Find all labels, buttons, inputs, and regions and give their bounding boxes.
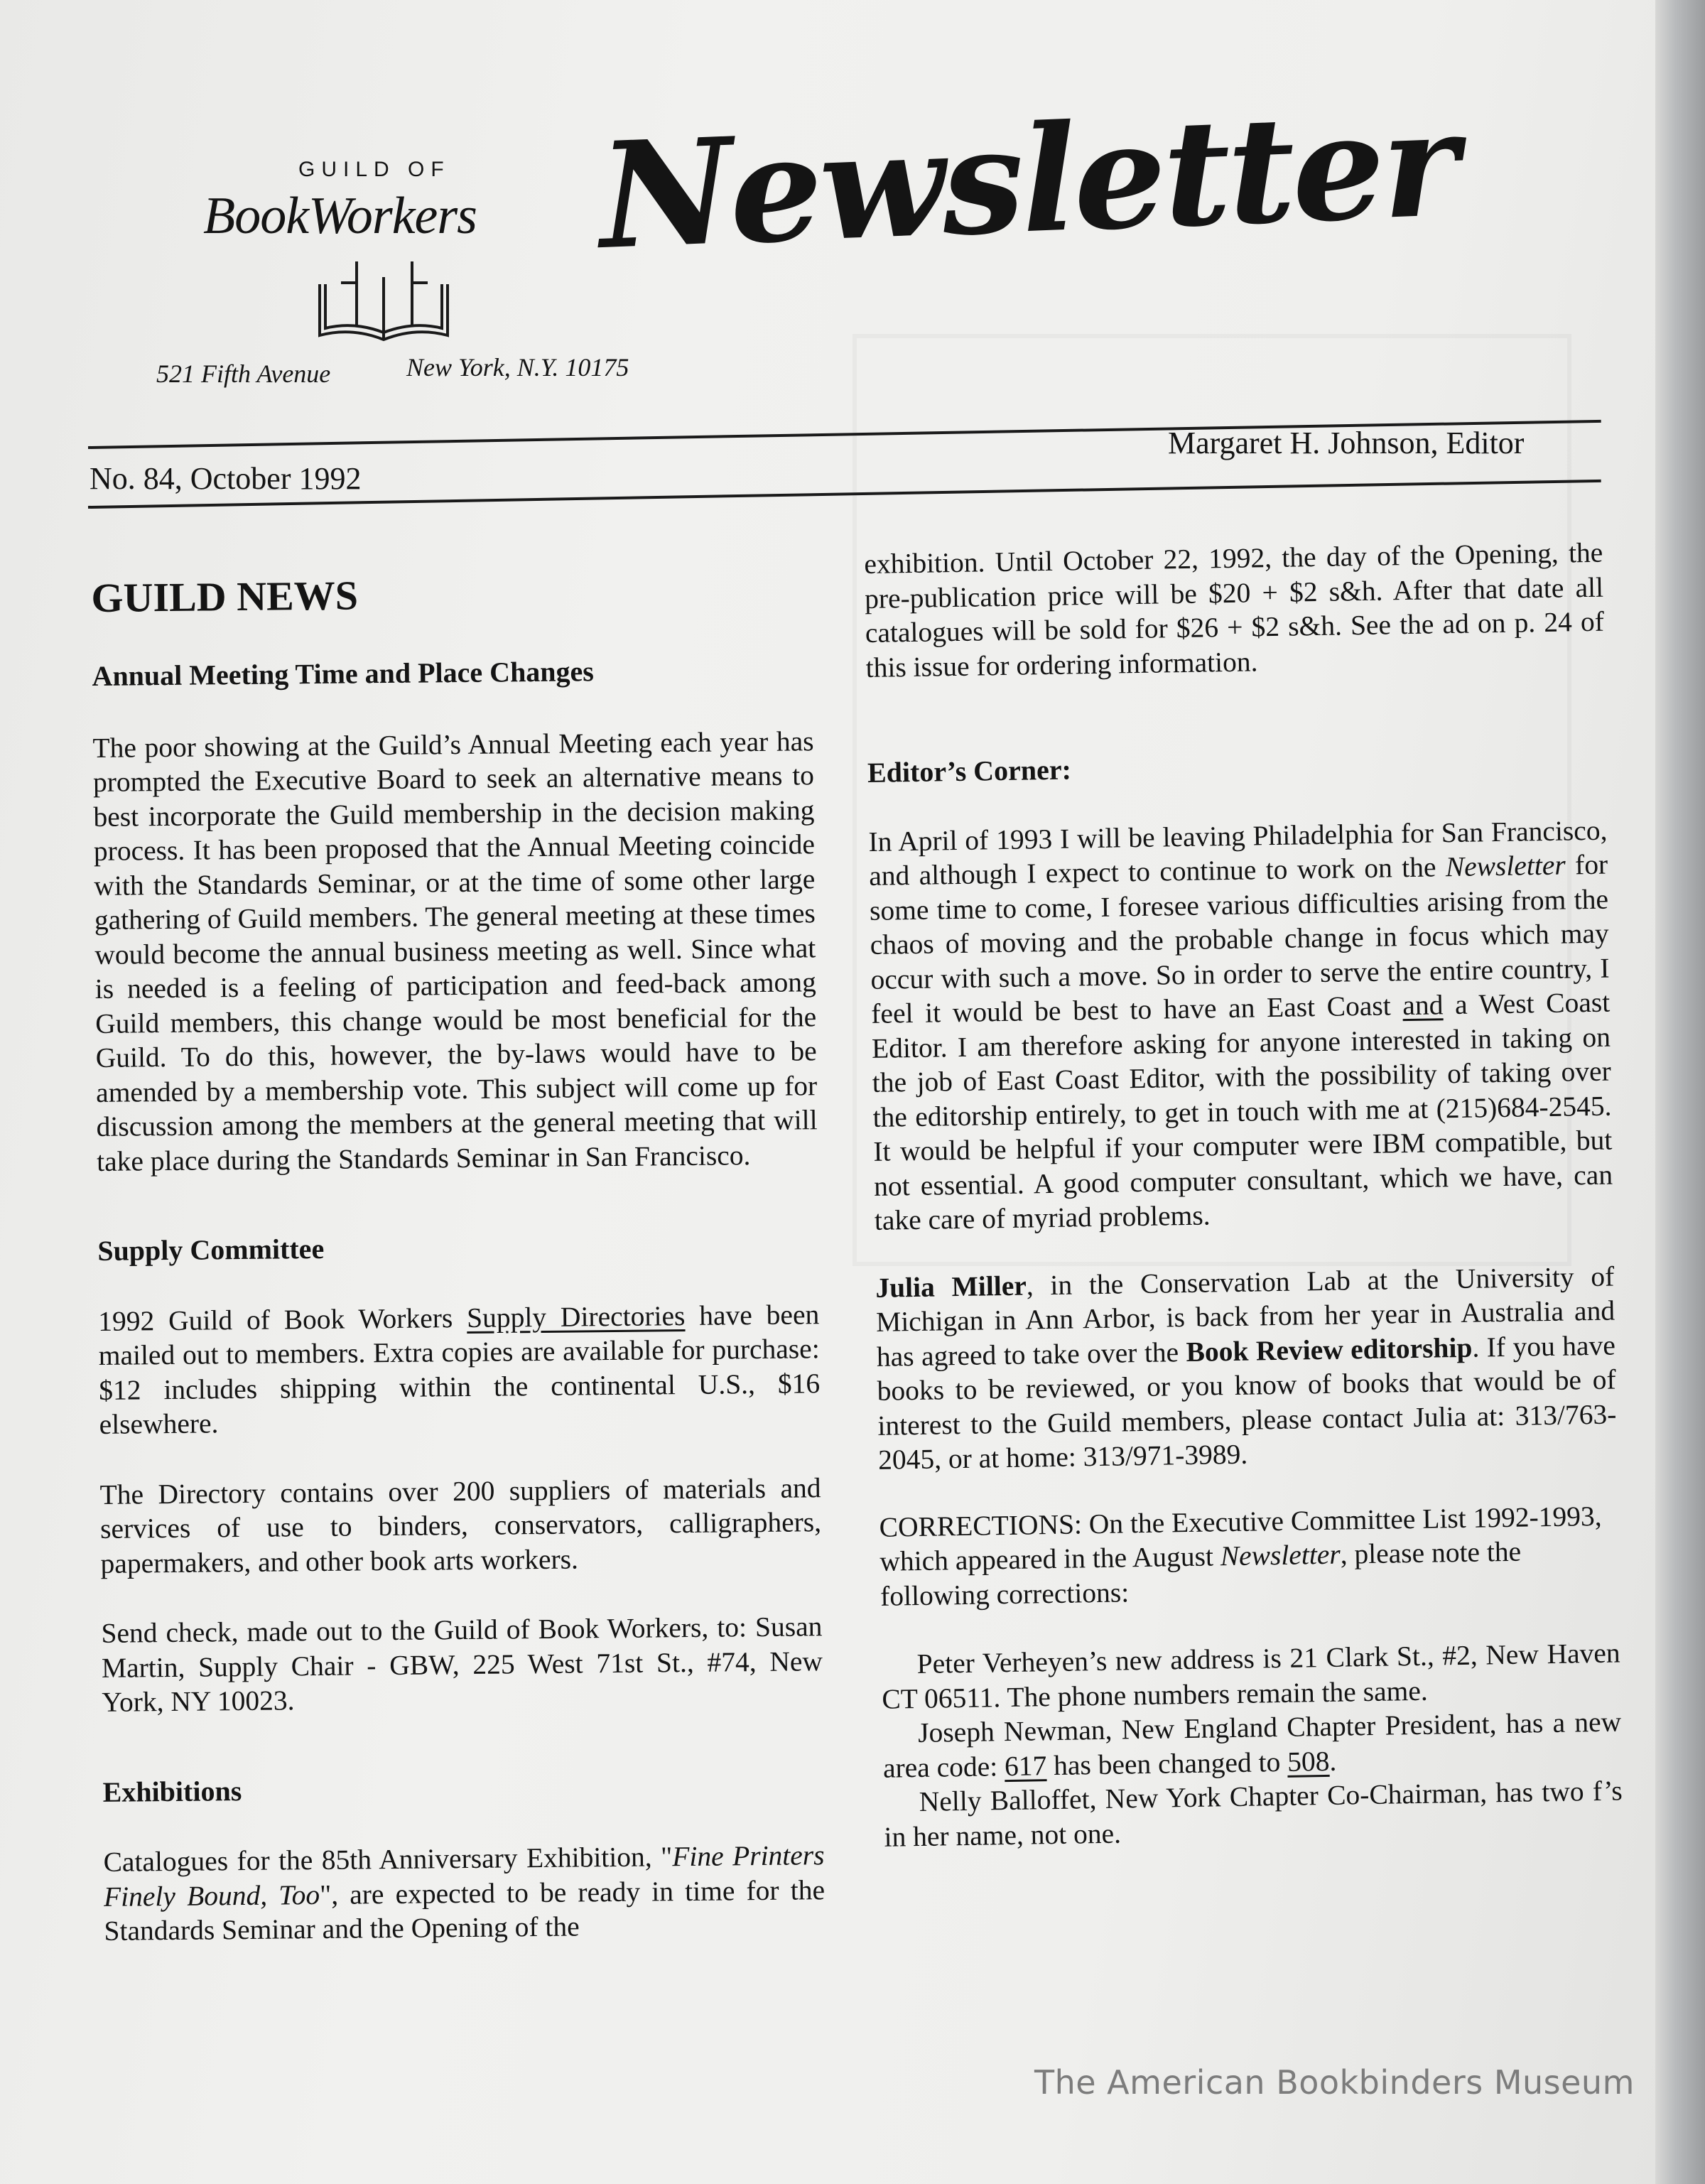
open-book-logo-icon	[313, 256, 455, 348]
newsletter-title: Newsletter	[596, 78, 1459, 282]
exhibitions-paragraph	[103, 1838, 825, 1948]
corrections-newsletter-italic: Newsletter	[1220, 1538, 1341, 1572]
editors-corner-text-a: In April of 1993 I will be leaving Philadelphia for San Francisco, and although I expect to continue to work on the	[868, 814, 1608, 892]
correction-peter-verheyen: Peter Verheyen’s new address is 21 Clark St., #2, New Haven CT 06511. The phone numbers remain the same.	[882, 1637, 1620, 1715]
left-column	[91, 554, 826, 1948]
heading-editors-corner: Editor’s Corner:	[867, 753, 1072, 789]
correction-joseph-newman	[882, 1704, 1622, 1785]
issue-number: No. 84, October 1992	[90, 461, 362, 496]
corrections-text-b: , please note the following corrections:	[879, 1535, 1522, 1612]
city-address: New York, N.Y. 10175	[406, 353, 629, 382]
julia-miller-paragraph	[875, 1259, 1617, 1477]
section-title-guild-news: GUILD NEWS	[91, 572, 359, 621]
right-column	[864, 536, 1623, 1854]
exhibition-title: Fine Printers Finely Bound, Too	[103, 1839, 825, 1913]
street-address: 521 Fifth Avenue	[156, 360, 331, 388]
supply-paragraph-1	[98, 1297, 821, 1442]
joseph-text-a: Joseph Newman, New England Chapter President, has a new area code:	[882, 1706, 1622, 1784]
joseph-text-mid: has been changed to	[1046, 1746, 1288, 1781]
supply-paragraph-2: The Directory contains over 200 suppliers of materials and services of use to binders, conservators, calligraphers, papermakers, and other book arts workers.	[99, 1471, 822, 1579]
and-underlined: and	[1402, 989, 1444, 1022]
corrections-intro	[879, 1498, 1619, 1613]
editor-credit: Margaret H. Johnson, Editor	[1168, 426, 1525, 460]
supply-paragraph-3: Send check, made out to the Guild of Book Workers, to: Susan Martin, Supply Chair - GBW, 225 West 71st St., #74, New York, NY 10023.	[101, 1611, 823, 1718]
book-review-role: Book Review editorship	[1186, 1331, 1473, 1368]
joseph-text-end: .	[1329, 1745, 1337, 1777]
exhibition-continued-paragraph: exhibition. Until October 22, 1992, the day of the Opening, the pre-publication price will be $20 + $2 s&h. After that date all catalogues will be sold for $26 + $2 s&h. See the ad on p. 24 of this issue for ordering information.	[864, 536, 1605, 683]
paper-stack-edge	[1655, 0, 1705, 2184]
supply-text-b: have been mailed out to members. Extra copies are available for purchase: $12 includes shipping within the continental U.S., $16 elsewhere.	[98, 1298, 821, 1440]
new-area-code: 508	[1287, 1745, 1330, 1778]
bookworkers-logo-text: BookWorkers	[203, 187, 477, 245]
museum-watermark: The American Bookbinders Museum	[1034, 2063, 1635, 2102]
editors-corner-paragraph	[868, 813, 1613, 1238]
corrections-text-a: CORRECTIONS: On the Executive Committee List 1992-1993, which appeared in the August	[879, 1500, 1602, 1577]
supply-directories-title: Supply Directories	[466, 1299, 686, 1334]
exhibitions-text-b: ", are expected to be ready in time for the Standards Seminar and the Opening of the	[104, 1874, 826, 1947]
annual-meeting-body: The poor showing at the Guild’s Annual Meeting each year has prompted the Executive Board to seek an alternative means to best incorporate the Guild membership in the decision making process. It has been proposed that the Annual Meeting coincide with the Standards Seminar, or at the time of some other large gathering of Guild members. The general meeting at these times would become the annual business meeting as well. Since what is needed is a feeling of participation and feed-back among Guild members, this change would be most beneficial for the Guild. To do this, however, the by-laws would have to be amended by a membership vote. This subject will come up for discussion among the members at the general meeting that will take place during the Standards Seminar in San Francisco.	[92, 725, 818, 1177]
editors-corner-text-c: a West Coast Editor. I am therefore asking for anyone interested in taking on the job of East Coast Editor, with the possibility of taking over the editorship entirely, to get in touch with me at (215)684-2545. It would be helpful if your computer were IBM compatible, but not essential. A good computer consultant, which we have, can take care of myriad problems.	[871, 986, 1613, 1236]
correction-nelly-balloffet: Nelly Balloffet, New York Chapter Co-Chairman, has two f’s in her name, not one.	[884, 1775, 1623, 1853]
heading-exhibitions: Exhibitions	[102, 1774, 242, 1808]
julia-text-b: . If you have books to be reviewed, or you know of books that would be of interest to the Guild members, please contact Julia at: 313/763-2045, or at home: 313/971-3989.	[877, 1329, 1617, 1476]
editors-corner-text-b: for some time to come, I foresee various difficulties arising from the chaos of moving and the probable change in focus which may occur with such a move. So in order to serve the entire country, I feel it would be best to have an East Coast	[869, 848, 1610, 1029]
julia-miller-name: Julia Miller	[875, 1270, 1027, 1304]
old-area-code: 617	[1004, 1749, 1047, 1782]
guild-of-label: GUILD OF	[298, 158, 450, 181]
heading-supply-committee: Supply Committee	[97, 1232, 325, 1267]
newsletter-italic: Newsletter	[1445, 849, 1566, 883]
exhibitions-text-a: Catalogues for the 85th Anniversary Exhibition, "	[103, 1841, 673, 1878]
heading-annual-meeting: Annual Meeting Time and Place Changes	[92, 655, 595, 692]
julia-text-a: , in the Conservation Lab at the University of Michigan in Ann Arbor, is back from her year in Australia and has agreed to take over the	[875, 1260, 1615, 1373]
supply-text-a: 1992 Guild of Book Workers	[98, 1302, 467, 1337]
